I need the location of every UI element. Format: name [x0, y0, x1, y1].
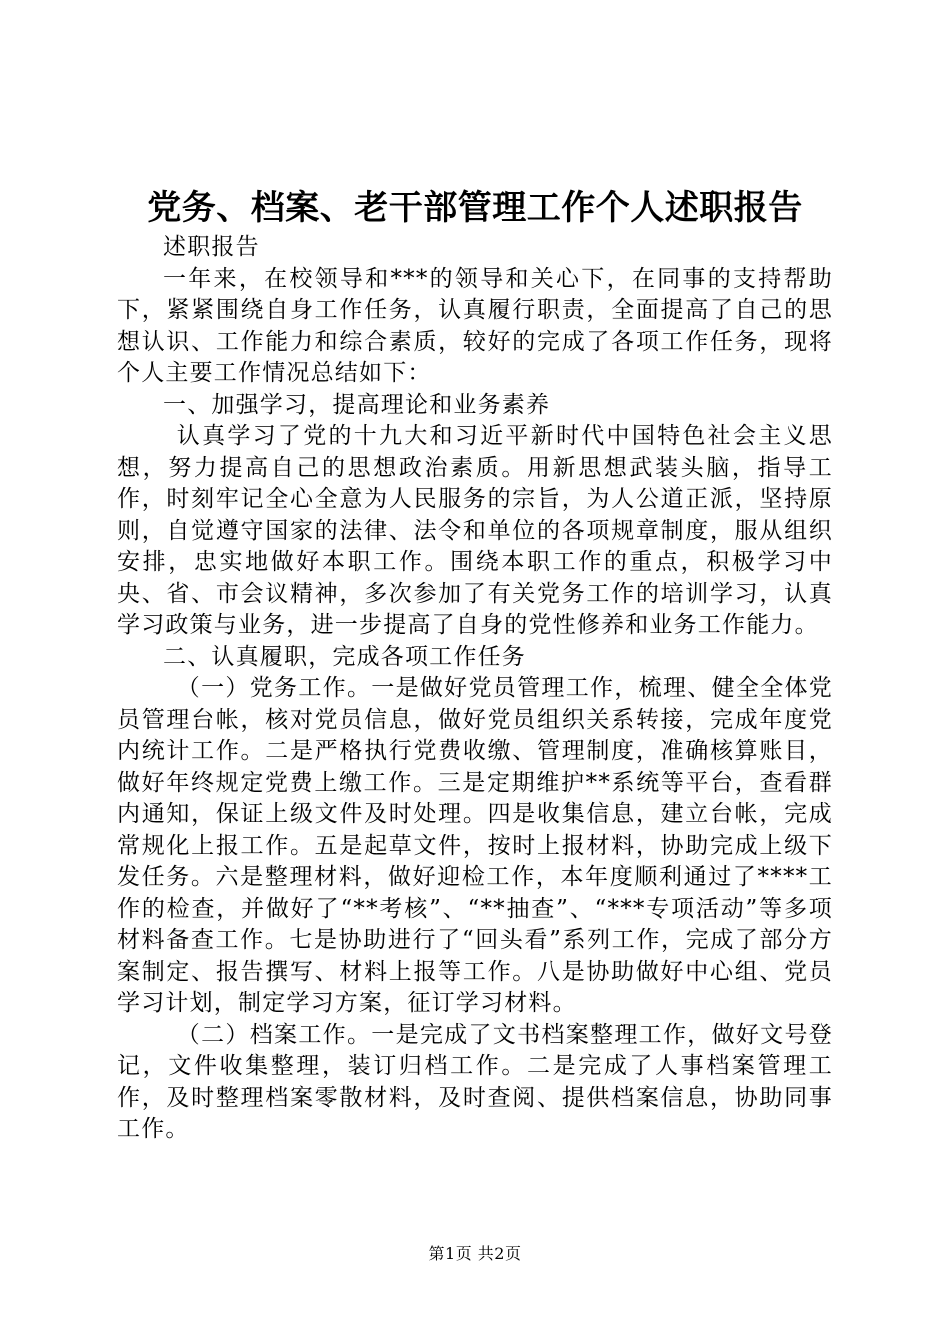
page-footer: 第1页 共2页	[428, 1244, 522, 1263]
section-heading-2: 二、认真履职，完成各项工作任务	[163, 643, 526, 670]
paragraph-party-affairs: （一）党务工作。一是做好党员管理工作，梳理、健全全体党员管理台帐，核对党员信息，做好党员组织关系转接，完成年度党内统计工作。二是严格执行党费收缴、管理制度，准确核算账目，做好年终规定党费上缴工作。三是定期维护**系统等平台，查看群内通知，保证上级文件及时处理。四是收集信息，建立台帐，完成常规化上报工作。五是起草文件，按时上报材料，协助完成上级下发任务。六是整理材料，做好迎检工作，本年度顺利通过了****工作的检查，并做好了“**考核”、“**抽查”、“***专项活动”等多项材料备查工作。七是协助进行了“回头看”系列工作，完成了部分方案制定、报告撰写、材料上报等工作。八是协助做好中心组、党员学习计划，制定学习方案，征订学习材料。	[117, 675, 833, 1016]
document-title: 党务、档案、老干部管理工作个人述职报告	[147, 188, 803, 228]
section-heading-1: 一、加强学习，提高理论和业务素养	[163, 391, 551, 418]
paragraph-heading: 述职报告	[163, 234, 260, 260]
document-body	[117, 232, 833, 1146]
paragraph-archives: （二）档案工作。一是完成了文书档案整理工作，做好文号登记，文件收集整理，装订归档工作。二是完成了人事档案管理工作，及时整理档案零散材料，及时查阅、提供档案信息，协助同事工作。	[117, 1021, 833, 1142]
paragraph-intro: 一年来，在校领导和***的领导和关心下，在同事的支持帮助下，紧紧围绕自身工作任务，认真履行职责，全面提高了自己的思想认识、工作能力和综合素质，较好的完成了各项工作任务，现将个人主要工作情况总结如下：	[117, 265, 833, 386]
paragraph-study: 认真学习了党的十九大和习近平新时代中国特色社会主义思想，努力提高自己的思想政治素质。用新思想武装头脑，指导工作，时刻牢记全心全意为人民服务的宗旨，为人公道正派，坚持原则，自觉遵守国家的法律、法令和单位的各项规章制度，服从组织安排，忠实地做好本职工作。围绕本职工作的重点，积极学习中央、省、市会议精神，多次参加了有关党务工作的培训学习，认真学习政策与业务，进一步提高了自身的党性修养和业务工作能力。	[117, 423, 833, 638]
